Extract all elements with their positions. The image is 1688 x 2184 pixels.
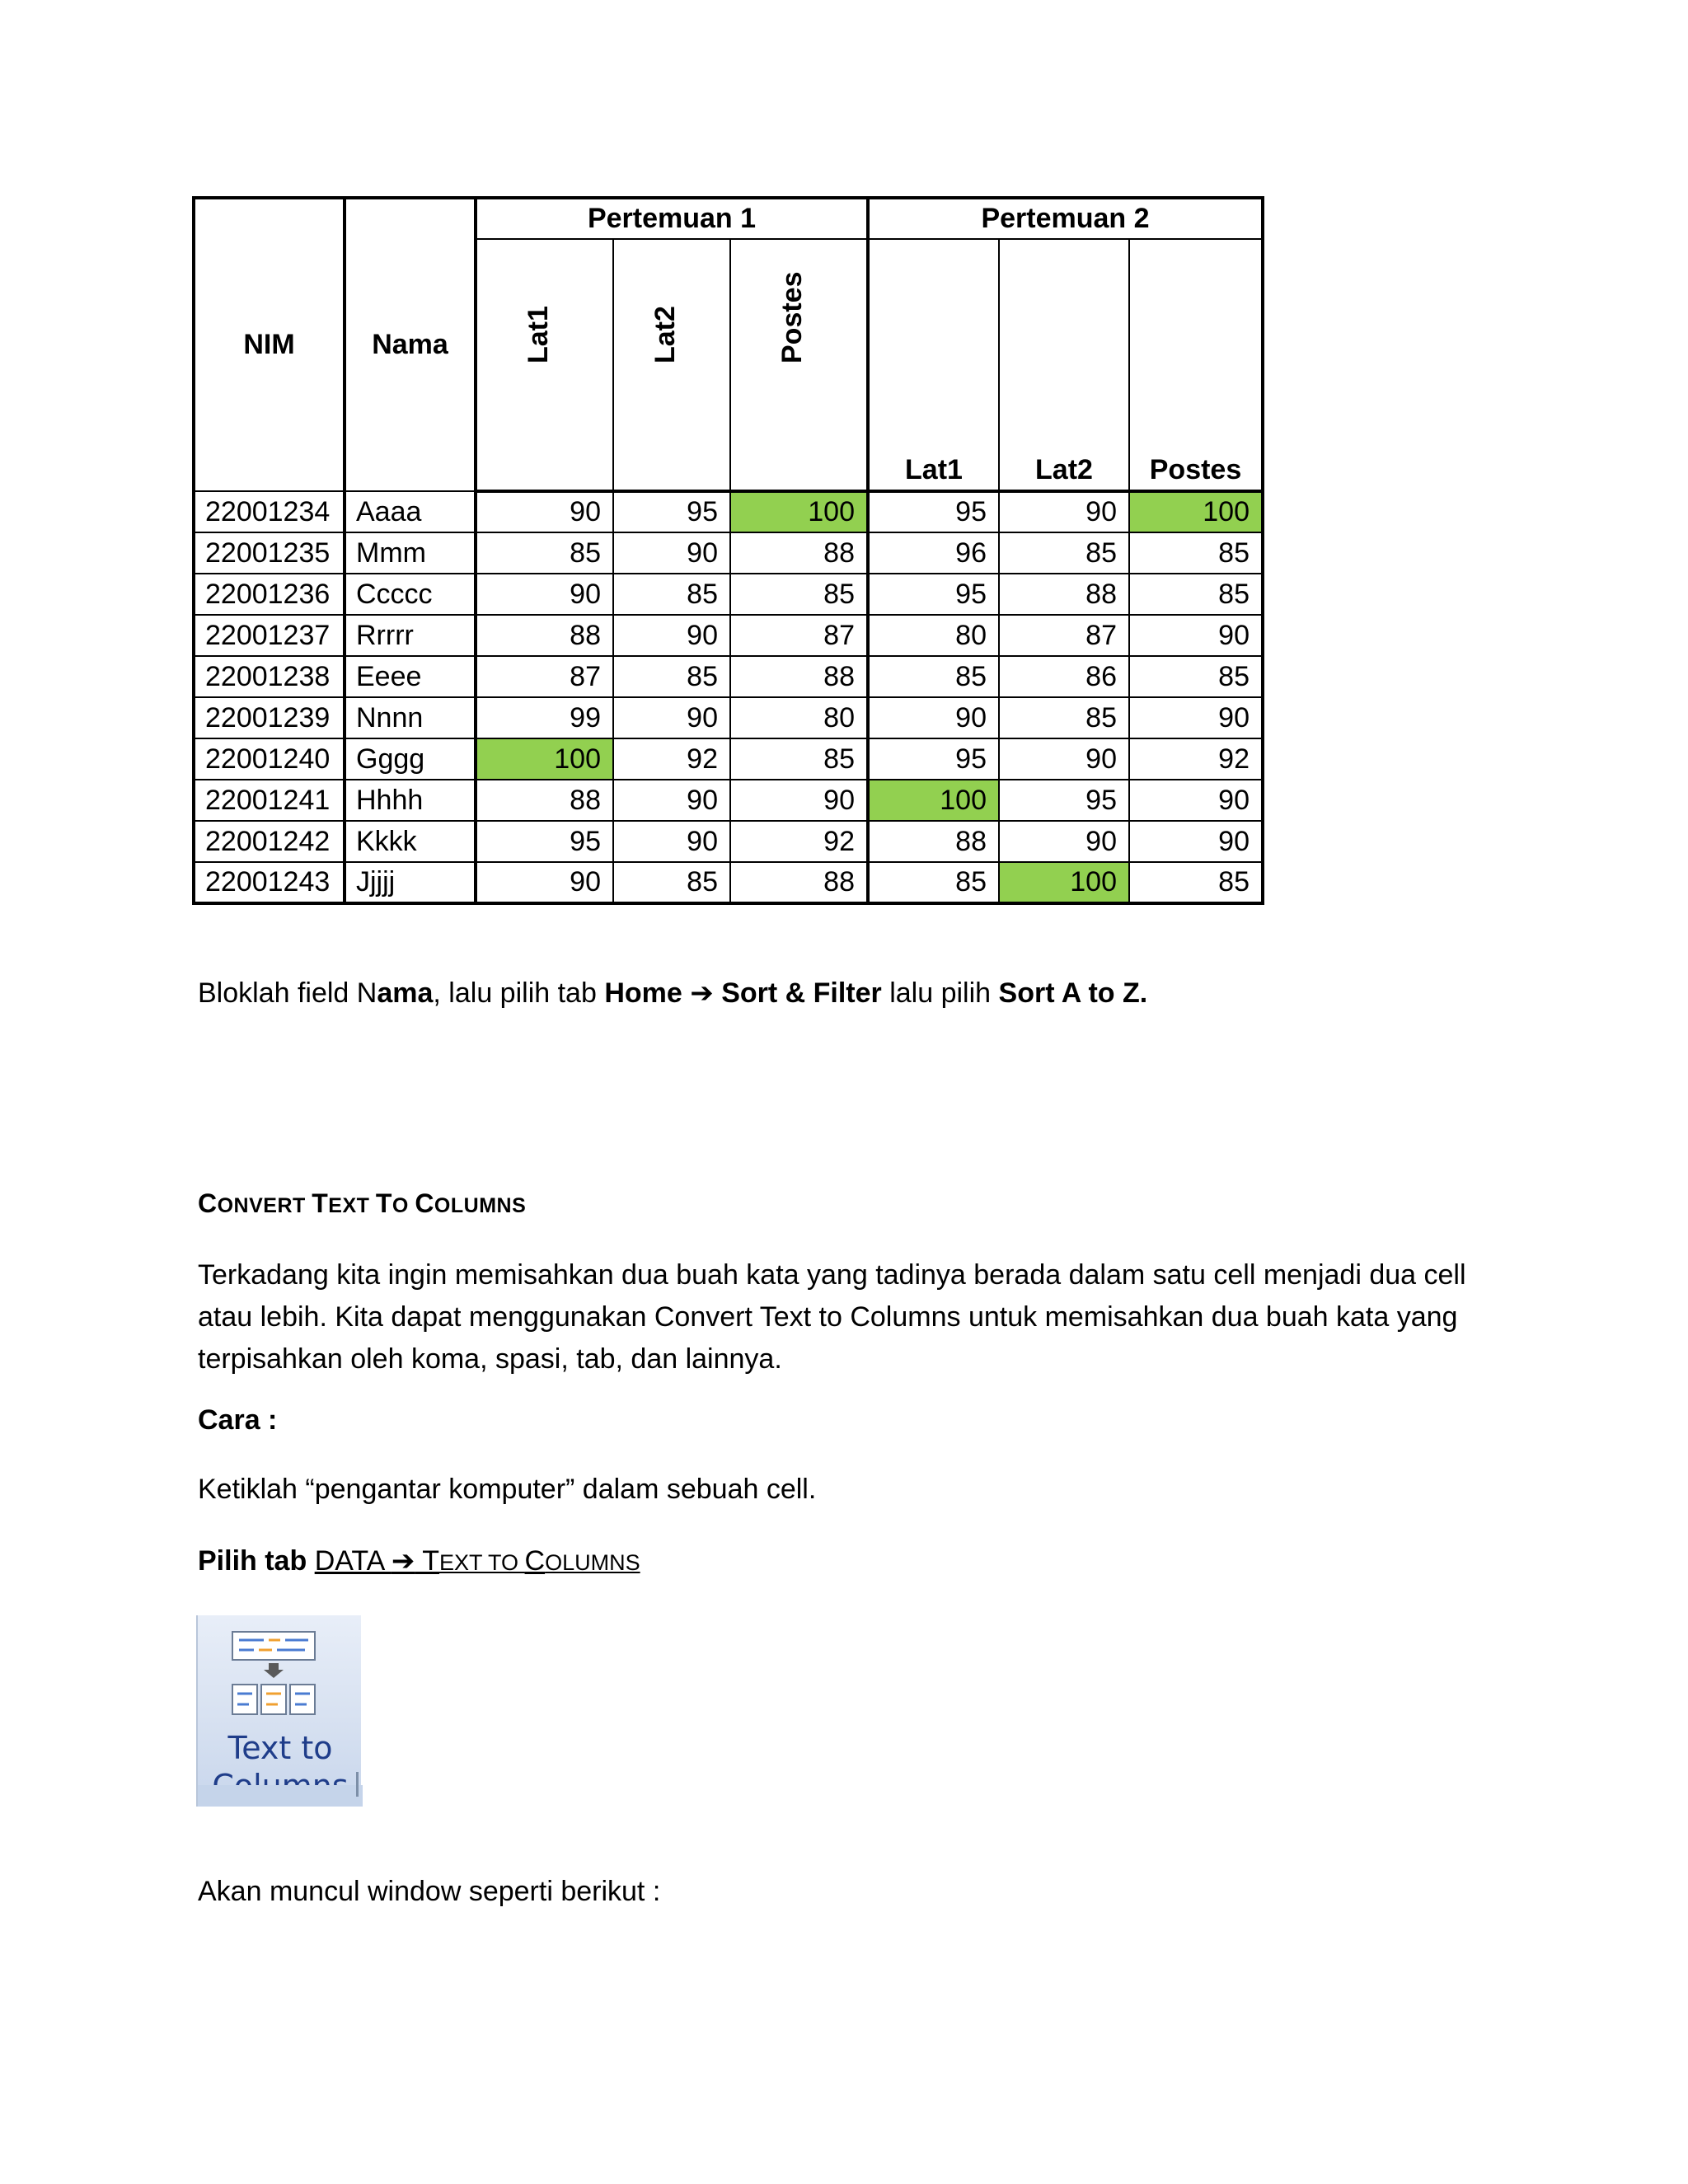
cell-score: 90 xyxy=(868,697,999,738)
cell-nama: Ccccc xyxy=(345,574,476,615)
cell-score: 85 xyxy=(613,656,730,697)
cell-score: 85 xyxy=(613,862,730,903)
cell-score: 87 xyxy=(999,615,1129,656)
cell-score: 88 xyxy=(999,574,1129,615)
step-2-data: DATA xyxy=(314,1545,392,1577)
cell-nama: Hhhh xyxy=(345,780,476,821)
cell-score: 90 xyxy=(999,738,1129,780)
cell-score: 85 xyxy=(1129,532,1263,574)
text-to-columns-button-image xyxy=(196,1615,361,1807)
cell-score: 92 xyxy=(613,738,730,780)
cell-score: 88 xyxy=(730,656,868,697)
cell-score: 90 xyxy=(476,574,613,615)
step-3: Akan muncul window seperti berikut : xyxy=(198,1876,661,1907)
cell-score: 85 xyxy=(1129,656,1263,697)
header-nama-label: Nama xyxy=(372,329,448,360)
header-g1-lat1 xyxy=(476,239,613,491)
heading-part: C xyxy=(415,1188,434,1218)
cell-score: 100 xyxy=(868,780,999,821)
cell-score: 95 xyxy=(999,780,1129,821)
cell-score: 90 xyxy=(1129,697,1263,738)
cell-score: 90 xyxy=(613,615,730,656)
header-pertemuan-2: Pertemuan 2 xyxy=(868,198,1263,239)
table-row xyxy=(194,821,1263,862)
heading-part: T xyxy=(375,1188,392,1218)
header-g1-postes-label: Postes xyxy=(776,271,808,363)
cell-nama: Kkkk xyxy=(345,821,476,862)
cell-nim: 22001237 xyxy=(194,615,345,656)
cell-nama: Aaaa xyxy=(345,491,476,532)
section-paragraph: Terkadang kita ingin memisahkan dua buah kata yang tadinya berada dalam satu cell menjadi dua cell atau lebih. Kita dapat menggunakan Convert Text to Columns untuk memisahkan dua buah kata yang terpisahkan oleh koma, spasi, tab, dan lainnya. xyxy=(198,1259,1466,1375)
step-2-part: C xyxy=(524,1545,546,1577)
cell-nim: 22001240 xyxy=(194,738,345,780)
header-g2-postes: Postes xyxy=(1129,239,1263,491)
cell-score: 90 xyxy=(613,532,730,574)
ribbon-label-line-1: Text to xyxy=(227,1730,333,1766)
instruction-field-name: ama xyxy=(377,977,434,1009)
header-pertemuan-1: Pertemuan 1 xyxy=(476,198,868,239)
cell-score: 90 xyxy=(613,821,730,862)
cell-score: 90 xyxy=(613,780,730,821)
cell-score: 92 xyxy=(1129,738,1263,780)
ribbon-separator xyxy=(356,1772,359,1797)
cell-nim: 22001242 xyxy=(194,821,345,862)
header-nim-label: NIM xyxy=(243,329,295,360)
cell-nim: 22001235 xyxy=(194,532,345,574)
cell-score: 92 xyxy=(730,821,868,862)
table-row xyxy=(194,862,1263,903)
header-g2-lat1: Lat1 xyxy=(868,239,999,491)
cell-score: 88 xyxy=(868,821,999,862)
cell-score: 85 xyxy=(868,656,999,697)
instruction-sort-filter: Sort & Filter xyxy=(721,977,882,1009)
cell-score: 88 xyxy=(476,615,613,656)
text-to-columns-icon xyxy=(231,1630,321,1719)
arrow-icon: ➔ xyxy=(391,1545,415,1577)
cell-nim: 22001243 xyxy=(194,862,345,903)
cell-score: 87 xyxy=(730,615,868,656)
table-row xyxy=(194,738,1263,780)
heading-part: OLUMNS xyxy=(434,1194,527,1217)
cell-score: 85 xyxy=(730,574,868,615)
cell-score: 90 xyxy=(999,821,1129,862)
heading-part: EXT xyxy=(328,1194,376,1217)
table-row xyxy=(194,656,1263,697)
instruction-text-2: , lalu pilih tab xyxy=(433,977,605,1009)
table-row xyxy=(194,532,1263,574)
table-row xyxy=(194,574,1263,615)
cell-nama: Mmm xyxy=(345,532,476,574)
step-2-label: Pilih tab xyxy=(198,1545,315,1577)
step-2-part: EXT TO xyxy=(439,1550,525,1575)
cell-nim: 22001236 xyxy=(194,574,345,615)
step-2-part: OLUMNS xyxy=(545,1550,640,1575)
header-nim xyxy=(194,198,345,491)
cell-score: 86 xyxy=(999,656,1129,697)
cell-score: 85 xyxy=(868,862,999,903)
cell-score: 85 xyxy=(1129,862,1263,903)
cell-score: 95 xyxy=(868,491,999,532)
cell-score: 100 xyxy=(730,491,868,532)
cell-score: 80 xyxy=(868,615,999,656)
cell-nim: 22001234 xyxy=(194,491,345,532)
cell-score: 80 xyxy=(730,697,868,738)
cell-score: 96 xyxy=(868,532,999,574)
cell-score: 85 xyxy=(999,697,1129,738)
cell-nama: Gggg xyxy=(345,738,476,780)
cell-score: 90 xyxy=(999,491,1129,532)
heading-part: ONVERT xyxy=(217,1194,312,1217)
header-g1-lat2-label: Lat2 xyxy=(649,305,681,363)
table-row xyxy=(194,697,1263,738)
cell-score: 90 xyxy=(1129,821,1263,862)
cell-score: 95 xyxy=(476,821,613,862)
grades-body xyxy=(194,491,1263,903)
cell-score: 87 xyxy=(476,656,613,697)
instruction-text-3: lalu pilih xyxy=(881,977,999,1009)
cell-score: 90 xyxy=(1129,615,1263,656)
header-g1-postes xyxy=(730,239,868,491)
arrow-icon: ➔ xyxy=(690,977,714,1009)
cell-score: 85 xyxy=(1129,574,1263,615)
cell-nama: Nnnn xyxy=(345,697,476,738)
step-2-part: T xyxy=(415,1545,439,1577)
cell-score: 100 xyxy=(476,738,613,780)
cell-score: 85 xyxy=(730,738,868,780)
step-2 xyxy=(198,1540,1484,1584)
table-row xyxy=(194,491,1263,532)
cell-score: 90 xyxy=(613,697,730,738)
cell-score: 90 xyxy=(476,491,613,532)
table-row xyxy=(194,780,1263,821)
grades-table xyxy=(192,196,1264,905)
cell-score: 88 xyxy=(730,532,868,574)
cell-score: 99 xyxy=(476,697,613,738)
header-g1-lat1-label: Lat1 xyxy=(523,305,554,363)
cell-nim: 22001239 xyxy=(194,697,345,738)
table-row xyxy=(194,615,1263,656)
cell-nama: Rrrrr xyxy=(345,615,476,656)
step-1: Ketiklah “pengantar komputer” dalam sebuah cell. xyxy=(198,1474,817,1505)
cell-score: 85 xyxy=(476,532,613,574)
cara-label: Cara : xyxy=(198,1404,278,1436)
instruction-text-1: Bloklah field N xyxy=(198,977,377,1009)
sort-instruction xyxy=(198,972,1484,1015)
cell-score: 90 xyxy=(730,780,868,821)
header-nama xyxy=(345,198,476,491)
instruction-sort-az: Sort A to Z. xyxy=(998,977,1148,1009)
cell-score: 95 xyxy=(868,738,999,780)
cell-score: 95 xyxy=(868,574,999,615)
cell-score: 90 xyxy=(476,862,613,903)
instruction-home: Home xyxy=(604,977,682,1009)
cell-score: 88 xyxy=(476,780,613,821)
cell-nim: 22001238 xyxy=(194,656,345,697)
cell-score: 95 xyxy=(613,491,730,532)
section-heading xyxy=(198,1183,1484,1227)
ribbon-bottom-bar xyxy=(198,1785,363,1807)
header-g1-lat2 xyxy=(613,239,730,491)
heading-part: O xyxy=(392,1194,415,1217)
cell-nim: 22001241 xyxy=(194,780,345,821)
cell-score: 90 xyxy=(1129,780,1263,821)
cell-score: 100 xyxy=(999,862,1129,903)
cell-nama: Eeee xyxy=(345,656,476,697)
cell-score: 85 xyxy=(999,532,1129,574)
heading-part: T xyxy=(312,1188,329,1218)
cell-score: 100 xyxy=(1129,491,1263,532)
cell-score: 88 xyxy=(730,862,868,903)
header-g2-lat2: Lat2 xyxy=(999,239,1129,491)
cell-nama: Jjjjj xyxy=(345,862,476,903)
cell-score: 85 xyxy=(613,574,730,615)
heading-part: C xyxy=(198,1188,218,1218)
